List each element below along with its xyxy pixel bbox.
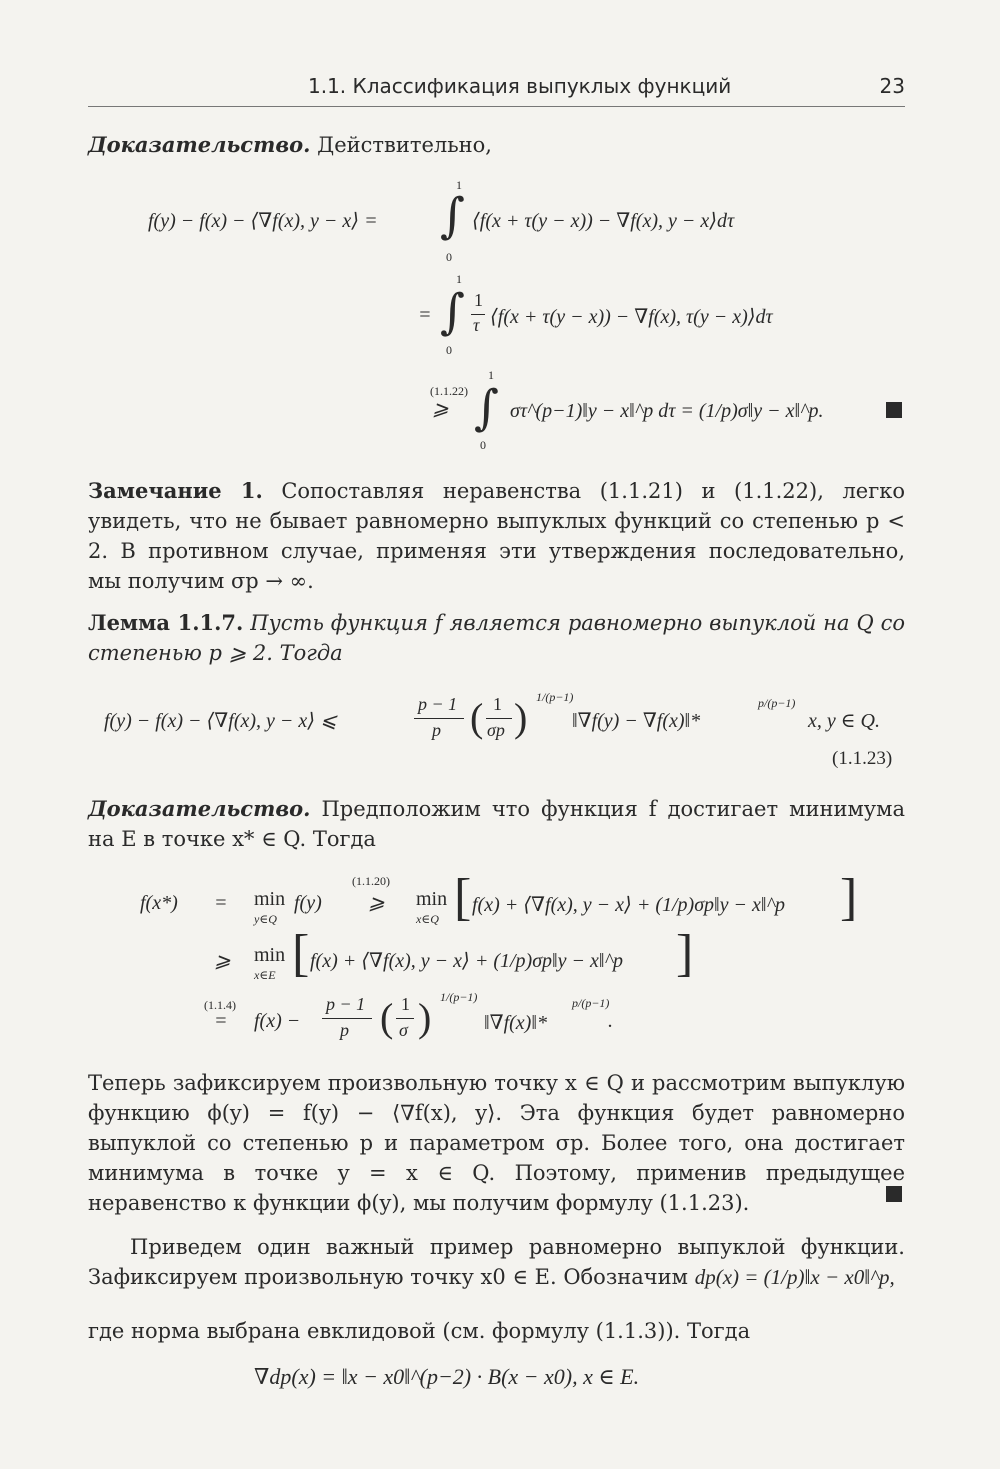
page-number: 23 xyxy=(879,74,905,98)
proof1-line1-lhs: f(y) − f(x) − ⟨∇f(x), y − x⟩ = xyxy=(148,210,378,232)
example-para2 xyxy=(88,1316,905,1346)
min-subscript: y∈Q xyxy=(254,912,277,926)
proof2-intro xyxy=(88,794,905,854)
header-title: 1.1. Классификация выпуклых функций xyxy=(308,74,732,98)
fraction-num: 1 xyxy=(493,694,502,714)
ref-1-1-20: (1.1.20) xyxy=(352,874,390,888)
fraction-den: p xyxy=(340,1020,349,1040)
min-operator: min xyxy=(416,888,448,910)
min-subscript: x∈Q xyxy=(416,912,439,926)
proof1-line3-rhs: στ^(p−1)‖y − x‖^p dτ = (1/p)σ‖y − x‖^p. xyxy=(510,400,824,422)
integral-upper: 1 xyxy=(488,368,494,382)
fraction-bar xyxy=(486,718,512,719)
integral-sign: ∫ xyxy=(440,284,466,340)
qed-symbol xyxy=(886,402,902,418)
remark xyxy=(88,476,905,596)
final-formula: ∇dp(x) = ‖x − x0‖^(p−2) · B(x − x0), x ∈ E. xyxy=(254,1364,640,1389)
norm-term: ‖∇f(x)‖* xyxy=(484,1012,547,1034)
proof2-after-text: Теперь зафиксируем произвольную точку x ∈ Q и рассмотрим выпуклую функцию ϕ(y) = f(y) − ⟨∇f(x), y⟩. Эта функция будет равномерно выпуклой со степенью p и параметром σp. Более того, она достигает минимума в точке y = x ∈ Q. Поэтому, применив предыдущее неравенство к функции ϕ(y), мы получим формулу (1.1.23). xyxy=(88,1071,905,1215)
exponent: 1/(p−1) xyxy=(440,990,478,1004)
exponent: p/(p−1) xyxy=(758,696,796,710)
proof1-intro xyxy=(88,130,905,160)
integral-lower: 0 xyxy=(446,343,452,357)
integral-lower: 0 xyxy=(446,250,452,264)
fx-star: f(x*) xyxy=(140,892,178,914)
exponent: 1/(p−1) xyxy=(536,690,574,704)
proof2-text: Предположим что функция f достигает минимума на E в точке x* ∈ Q. Тогда xyxy=(88,797,905,851)
integral-sign: ∫ xyxy=(440,188,466,244)
bracket-open: [ xyxy=(292,925,310,982)
equation-number: (1.1.23) xyxy=(832,748,893,769)
remark-label: Замечание 1. xyxy=(88,478,263,503)
integral-sign: ∫ xyxy=(474,380,500,436)
geq-sign: ⩾ xyxy=(432,398,449,420)
paren-close: ) xyxy=(514,695,528,740)
min-operator: min xyxy=(254,944,286,966)
fx-term: f(x) − xyxy=(254,1010,301,1032)
running-header xyxy=(88,72,905,107)
bracket-term: f(x) + ⟨∇f(x), y − x⟩ + (1/p)σp‖y − x‖^p xyxy=(310,950,623,972)
fraction-bar xyxy=(414,718,464,719)
bracket-close: ] xyxy=(840,869,858,926)
equals-sign: = xyxy=(214,1010,228,1032)
fy-term: f(y) xyxy=(294,892,322,914)
bracket-term: f(x) + ⟨∇f(x), y − x⟩ + (1/p)σp‖y − x‖^p xyxy=(472,894,785,916)
ref-1-1-22: (1.1.22) xyxy=(430,384,468,398)
integral-upper: 1 xyxy=(456,272,462,286)
fraction-den: τ xyxy=(473,315,480,335)
proof1-text: Действительно, xyxy=(317,133,492,157)
bracket-close: ] xyxy=(676,925,694,982)
fraction-num: 1 xyxy=(474,290,483,310)
proof2-after xyxy=(88,1068,905,1218)
lemma-text: Пусть функция f является равномерно выпуклой на Q со степенью p ⩾ 2. Тогда xyxy=(88,611,905,665)
ref-1-1-4: (1.1.4) xyxy=(204,998,236,1012)
paren-open: ( xyxy=(380,995,394,1040)
min-subscript: x∈E xyxy=(254,968,276,982)
period: . xyxy=(608,1010,613,1032)
remark-text: Сопоставляя неравенства (1.1.21) и (1.1.22), легко увидеть, что не бывает равномерно выпуклых функций со степенью p < 2. В противном случае, применяя эти утверждения последовательно, мы получим σp → ∞. xyxy=(88,479,905,593)
paren-close: ) xyxy=(418,995,432,1040)
proof1-line1-rhs: ⟨f(x + τ(y − x)) − ∇f(x), y − x⟩dτ xyxy=(472,210,735,232)
lemma xyxy=(88,608,905,668)
lemma-formula-lhs: f(y) − f(x) − ⟨∇f(x), y − x⟩ ⩽ xyxy=(104,710,337,732)
lemma-label: Лемма 1.1.7. xyxy=(88,610,244,635)
fraction-den: σp xyxy=(487,720,505,740)
fraction-num: p − 1 xyxy=(418,694,458,714)
integral-upper: 1 xyxy=(456,178,462,192)
proof1-line2-rhs: ⟨f(x + τ(y − x)) − ∇f(x), τ(y − x)⟩dτ xyxy=(490,306,773,328)
qed-symbol xyxy=(886,1186,902,1202)
proof1-label: Доказательство. xyxy=(88,132,311,157)
fraction-bar xyxy=(322,1018,372,1019)
equals-sign: = xyxy=(418,304,432,326)
geq-sign: ⩾ xyxy=(368,892,385,914)
fraction-den: p xyxy=(432,720,441,740)
fraction-num: p − 1 xyxy=(326,994,366,1014)
equals-sign: = xyxy=(214,892,228,914)
dp-definition: dp(x) = (1/p)‖x − x0‖^p, xyxy=(694,1265,895,1289)
lemma-formula-tail: x, y ∈ Q. xyxy=(808,710,881,732)
exponent: p/(p−1) xyxy=(572,996,610,1010)
fraction-bar xyxy=(396,1018,414,1019)
example-text1: Приведем один важный пример равномерно выпуклой функции. Зафиксируем произвольную точку x0 ∈ E. Обозначим xyxy=(88,1235,905,1289)
geq-sign: ⩾ xyxy=(214,950,231,972)
example-text2: где норма выбрана евклидовой (см. формулу (1.1.3)). Тогда xyxy=(88,1319,751,1343)
fraction-den: σ xyxy=(399,1020,408,1040)
lemma-formula-mid: ‖∇f(y) − ∇f(x)‖* xyxy=(572,710,701,732)
bracket-open: [ xyxy=(454,869,472,926)
example-para xyxy=(88,1232,905,1292)
integral-lower: 0 xyxy=(480,438,486,452)
min-operator: min xyxy=(254,888,286,910)
paren-open: ( xyxy=(470,695,484,740)
fraction-num: 1 xyxy=(401,994,410,1014)
proof2-label: Доказательство. xyxy=(88,796,311,821)
